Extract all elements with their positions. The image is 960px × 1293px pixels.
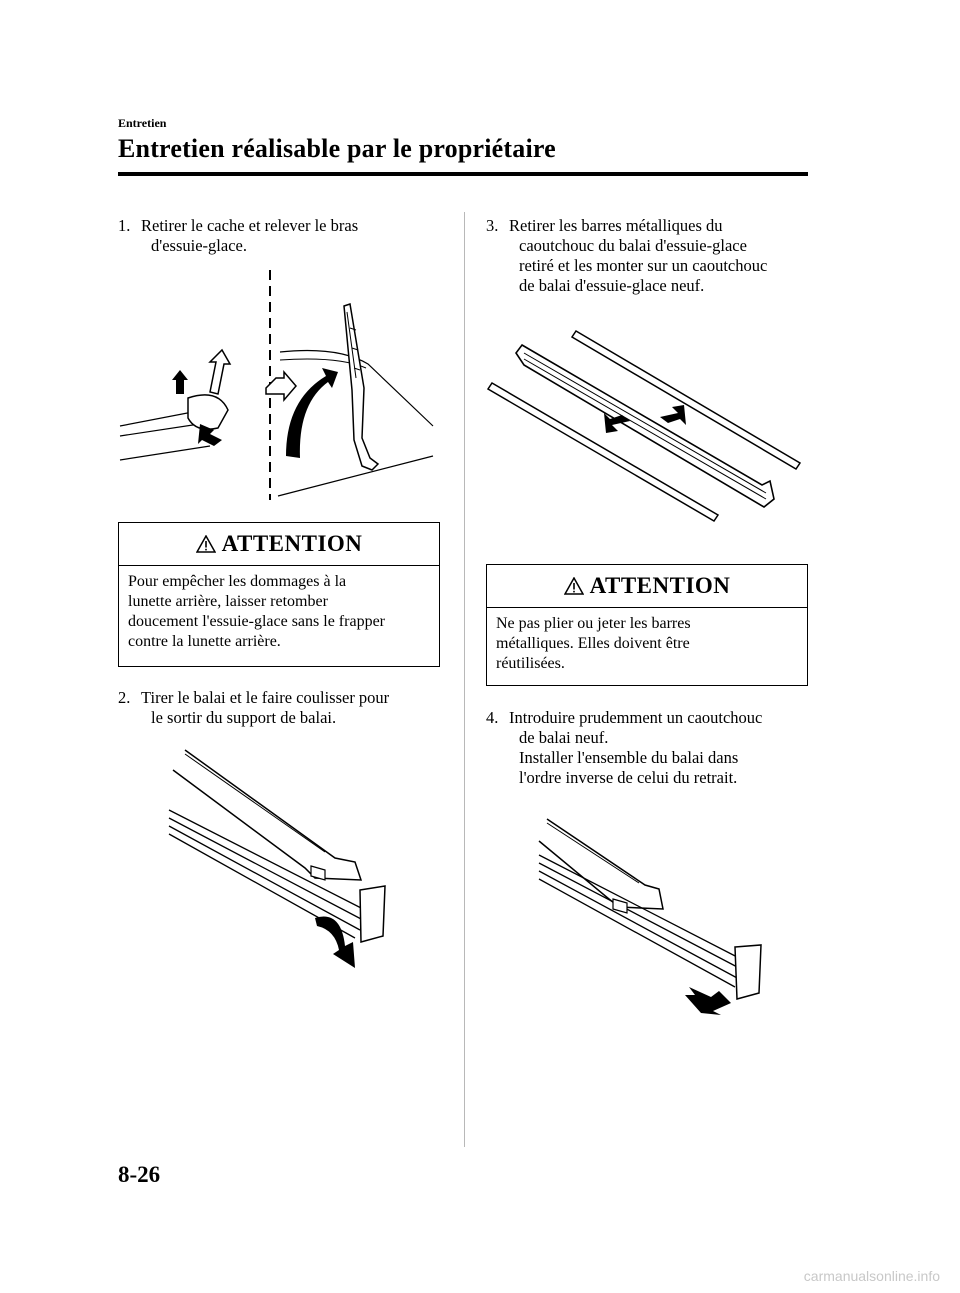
step-number: 2. <box>118 688 131 707</box>
step-line: le sortir du support de balai. <box>151 708 337 727</box>
step-number: 1. <box>118 216 131 235</box>
warning-line: doucement l'essuie-glace sans le frapper <box>128 613 385 630</box>
figure-metal-bars <box>486 325 806 525</box>
step-line: Tirer le balai et le faire coulisser pour <box>141 688 390 707</box>
warning-header <box>119 523 439 566</box>
step-line: retiré et les monter sur un caoutchouc <box>519 256 768 275</box>
warning-text <box>487 608 807 682</box>
arrow-icon <box>266 372 296 400</box>
step-line: Retirer les barres métalliques du <box>509 216 723 235</box>
warning-line: Ne pas plier ou jeter les barres <box>496 615 691 632</box>
arrow-icon <box>172 370 188 394</box>
warning-heading: ATTENTION <box>221 531 363 556</box>
title-rule <box>118 172 808 176</box>
warning-line: métalliques. Elles doivent être <box>496 635 690 652</box>
step-number: 4. <box>486 708 499 727</box>
arm-cover <box>188 395 228 429</box>
step-line: de balai neuf. <box>519 728 609 747</box>
blade-end <box>735 945 761 999</box>
step-1 <box>118 216 448 256</box>
warning-line: réutilisées. <box>496 655 565 672</box>
warning-line: Pour empêcher les dommages à la <box>128 573 347 590</box>
step-line: d'essuie-glace. <box>151 236 247 255</box>
blade-end <box>360 886 385 942</box>
step-line: Introduire prudemment un caoutchouc <box>509 708 763 727</box>
step-line: Installer l'ensemble du balai dans <box>519 748 739 767</box>
arrow-icon <box>660 405 686 425</box>
figure-insert-blade <box>535 815 775 1025</box>
watermark: carmanualsonline.info <box>803 1268 940 1284</box>
arrow-icon <box>685 987 731 1015</box>
step-line: Retirer le cache et relever le bras <box>141 216 359 235</box>
warning-header <box>487 565 807 608</box>
step-line: caoutchouc du balai d'essuie-glace <box>519 236 747 255</box>
warning-triangle-icon <box>196 535 216 553</box>
page-title: Entretien réalisable par le propriétaire <box>118 134 556 163</box>
wiper-blade <box>539 855 741 987</box>
column-divider <box>464 212 465 1147</box>
step-number: 3. <box>486 216 499 235</box>
arrow-icon <box>210 350 230 394</box>
page-number: 8-26 <box>118 1162 161 1187</box>
warning-box <box>486 564 808 686</box>
warning-line: contre la lunette arrière. <box>128 633 281 650</box>
step-2 <box>118 688 448 728</box>
figure-raise-wiper-arm <box>118 268 443 503</box>
warning-heading: ATTENTION <box>589 573 731 598</box>
step-line: de balai d'essuie-glace neuf. <box>519 276 705 295</box>
section-label: Entretien <box>118 116 167 130</box>
warning-triangle-icon <box>564 577 584 595</box>
curved-arrow-icon <box>286 368 338 458</box>
figure-slide-blade-out <box>165 740 395 970</box>
warning-text <box>119 566 439 660</box>
warning-box <box>118 522 440 667</box>
step-3 <box>486 216 806 296</box>
step-4 <box>486 708 806 788</box>
warning-line: lunette arrière, laisser retomber <box>128 593 328 610</box>
step-line: l'ordre inverse de celui du retrait. <box>519 768 738 787</box>
